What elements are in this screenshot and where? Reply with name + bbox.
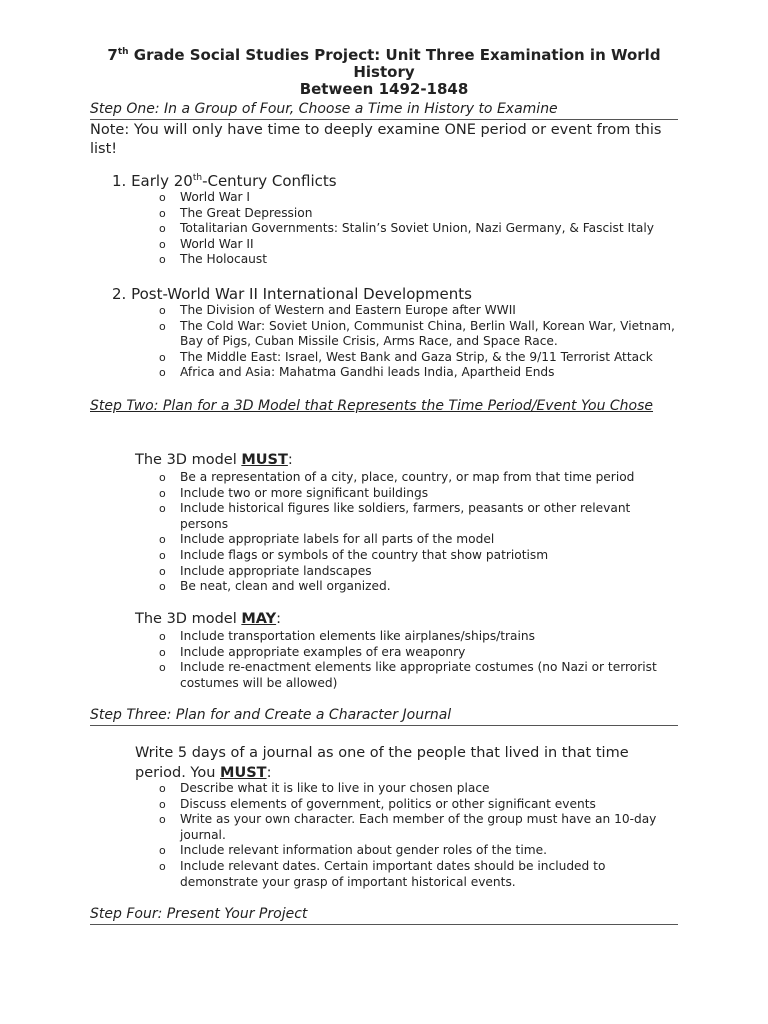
list-item: o Include re-enactment elements like appropriate costumes (no Nazi or terrorist costumes will be allowed) <box>180 660 680 691</box>
must-heading-pre: The 3D model <box>135 452 242 468</box>
title-ordinal-suffix: th <box>117 47 129 57</box>
list-item: o The Division of Western and Eastern Europe after WWII <box>180 303 680 319</box>
step-three-heading: Step Three: Plan for and Create a Character Journal <box>90 707 678 726</box>
list-item: o The Holocaust <box>180 252 680 268</box>
list-item: o Be a representation of a city, place, country, or map from that time period <box>180 470 680 486</box>
list-item: o Be neat, clean and well organized. <box>180 579 680 595</box>
must-heading-post: : <box>287 452 293 468</box>
step-two-heading: Step Two: Plan for a 3D Model that Represents the Time Period/Event You Chose <box>90 398 654 414</box>
title-line-3: Between 1492-1848 <box>299 80 469 98</box>
may-heading-emph: MAY <box>241 611 277 627</box>
must-heading <box>135 451 293 469</box>
list-item: o Include transportation elements like airplanes/ships/trains <box>180 629 680 645</box>
title-line-2: History <box>353 63 415 81</box>
journal-list <box>180 781 680 890</box>
title-grade-number: 7 <box>107 46 118 64</box>
list-item: o The Cold War: Soviet Union, Communist China, Berlin Wall, Korean War, Vietnam, Bay of Pigs, Cuban Missile Crisis, Arms Race, and Space Race. <box>180 319 680 350</box>
topic-1-heading <box>112 172 337 190</box>
list-item: o Africa and Asia: Mahatma Gandhi leads India, Apartheid Ends <box>180 365 680 381</box>
list-item: o The Middle East: Israel, West Bank and Gaza Strip, & the 9/11 Terrorist Attack <box>180 350 680 366</box>
list-item: o World War I <box>180 190 680 206</box>
may-heading <box>135 610 281 628</box>
list-item: o Include historical figures like soldiers, farmers, peasants or other relevant persons <box>180 501 680 532</box>
must-list <box>180 470 680 595</box>
topic-1-heading-pre: 1. Early 20 <box>112 172 193 190</box>
may-heading-post: : <box>276 611 281 627</box>
list-item: o Include two or more significant buildings <box>180 486 680 502</box>
list-item: o Include appropriate examples of era weaponry <box>180 645 680 661</box>
may-heading-pre: The 3D model <box>135 611 242 627</box>
list-item: o Include flags or symbols of the country that show patriotism <box>180 548 680 564</box>
list-item: o Totalitarian Governments: Stalin’s Soviet Union, Nazi Germany, & Fascist Italy <box>180 221 680 237</box>
journal-instructions-post: : <box>266 765 272 781</box>
list-item: o Discuss elements of government, politics or other significant events <box>180 797 680 813</box>
topic-2-list <box>180 303 680 381</box>
step-one-heading: Step One: In a Group of Four, Choose a Time in History to Examine <box>90 101 678 120</box>
list-item: o The Great Depression <box>180 206 680 222</box>
journal-instructions-emph: MUST <box>220 765 267 781</box>
title-line-1-text: Grade Social Studies Project: Unit Three Examination in World <box>128 46 661 64</box>
may-list <box>180 629 680 691</box>
topic-1-list <box>180 190 680 268</box>
list-item: o Describe what it is like to live in your chosen place <box>180 781 680 797</box>
list-item: o Write as your own character. Each member of the group must have an 10-day journal. <box>180 812 680 843</box>
topic-1-heading-post: -Century Conflicts <box>202 172 337 190</box>
list-item: o World War II <box>180 237 680 253</box>
journal-instructions-pre: Write 5 days of a journal as one of the people that lived in that time period. You <box>135 745 629 781</box>
must-heading-emph: MUST <box>241 452 288 468</box>
document-title <box>90 47 678 98</box>
title-line-1 <box>90 47 678 64</box>
list-item: o Include appropriate labels for all parts of the model <box>180 532 680 548</box>
topic-2-heading: 2. Post-World War II International Developments <box>112 285 472 303</box>
note-text: Note: You will only have time to deeply examine ONE period or event from this list! <box>90 122 662 157</box>
list-item: o Include appropriate landscapes <box>180 564 680 580</box>
topic-1-heading-sup: th <box>192 173 203 183</box>
journal-instructions <box>135 743 655 783</box>
list-item: o Include relevant information about gender roles of the time. <box>180 843 680 859</box>
step-four-heading: Step Four: Present Your Project <box>90 906 678 925</box>
list-item: o Include relevant dates. Certain important dates should be included to demonstrate your grasp of important historical events. <box>180 859 680 890</box>
